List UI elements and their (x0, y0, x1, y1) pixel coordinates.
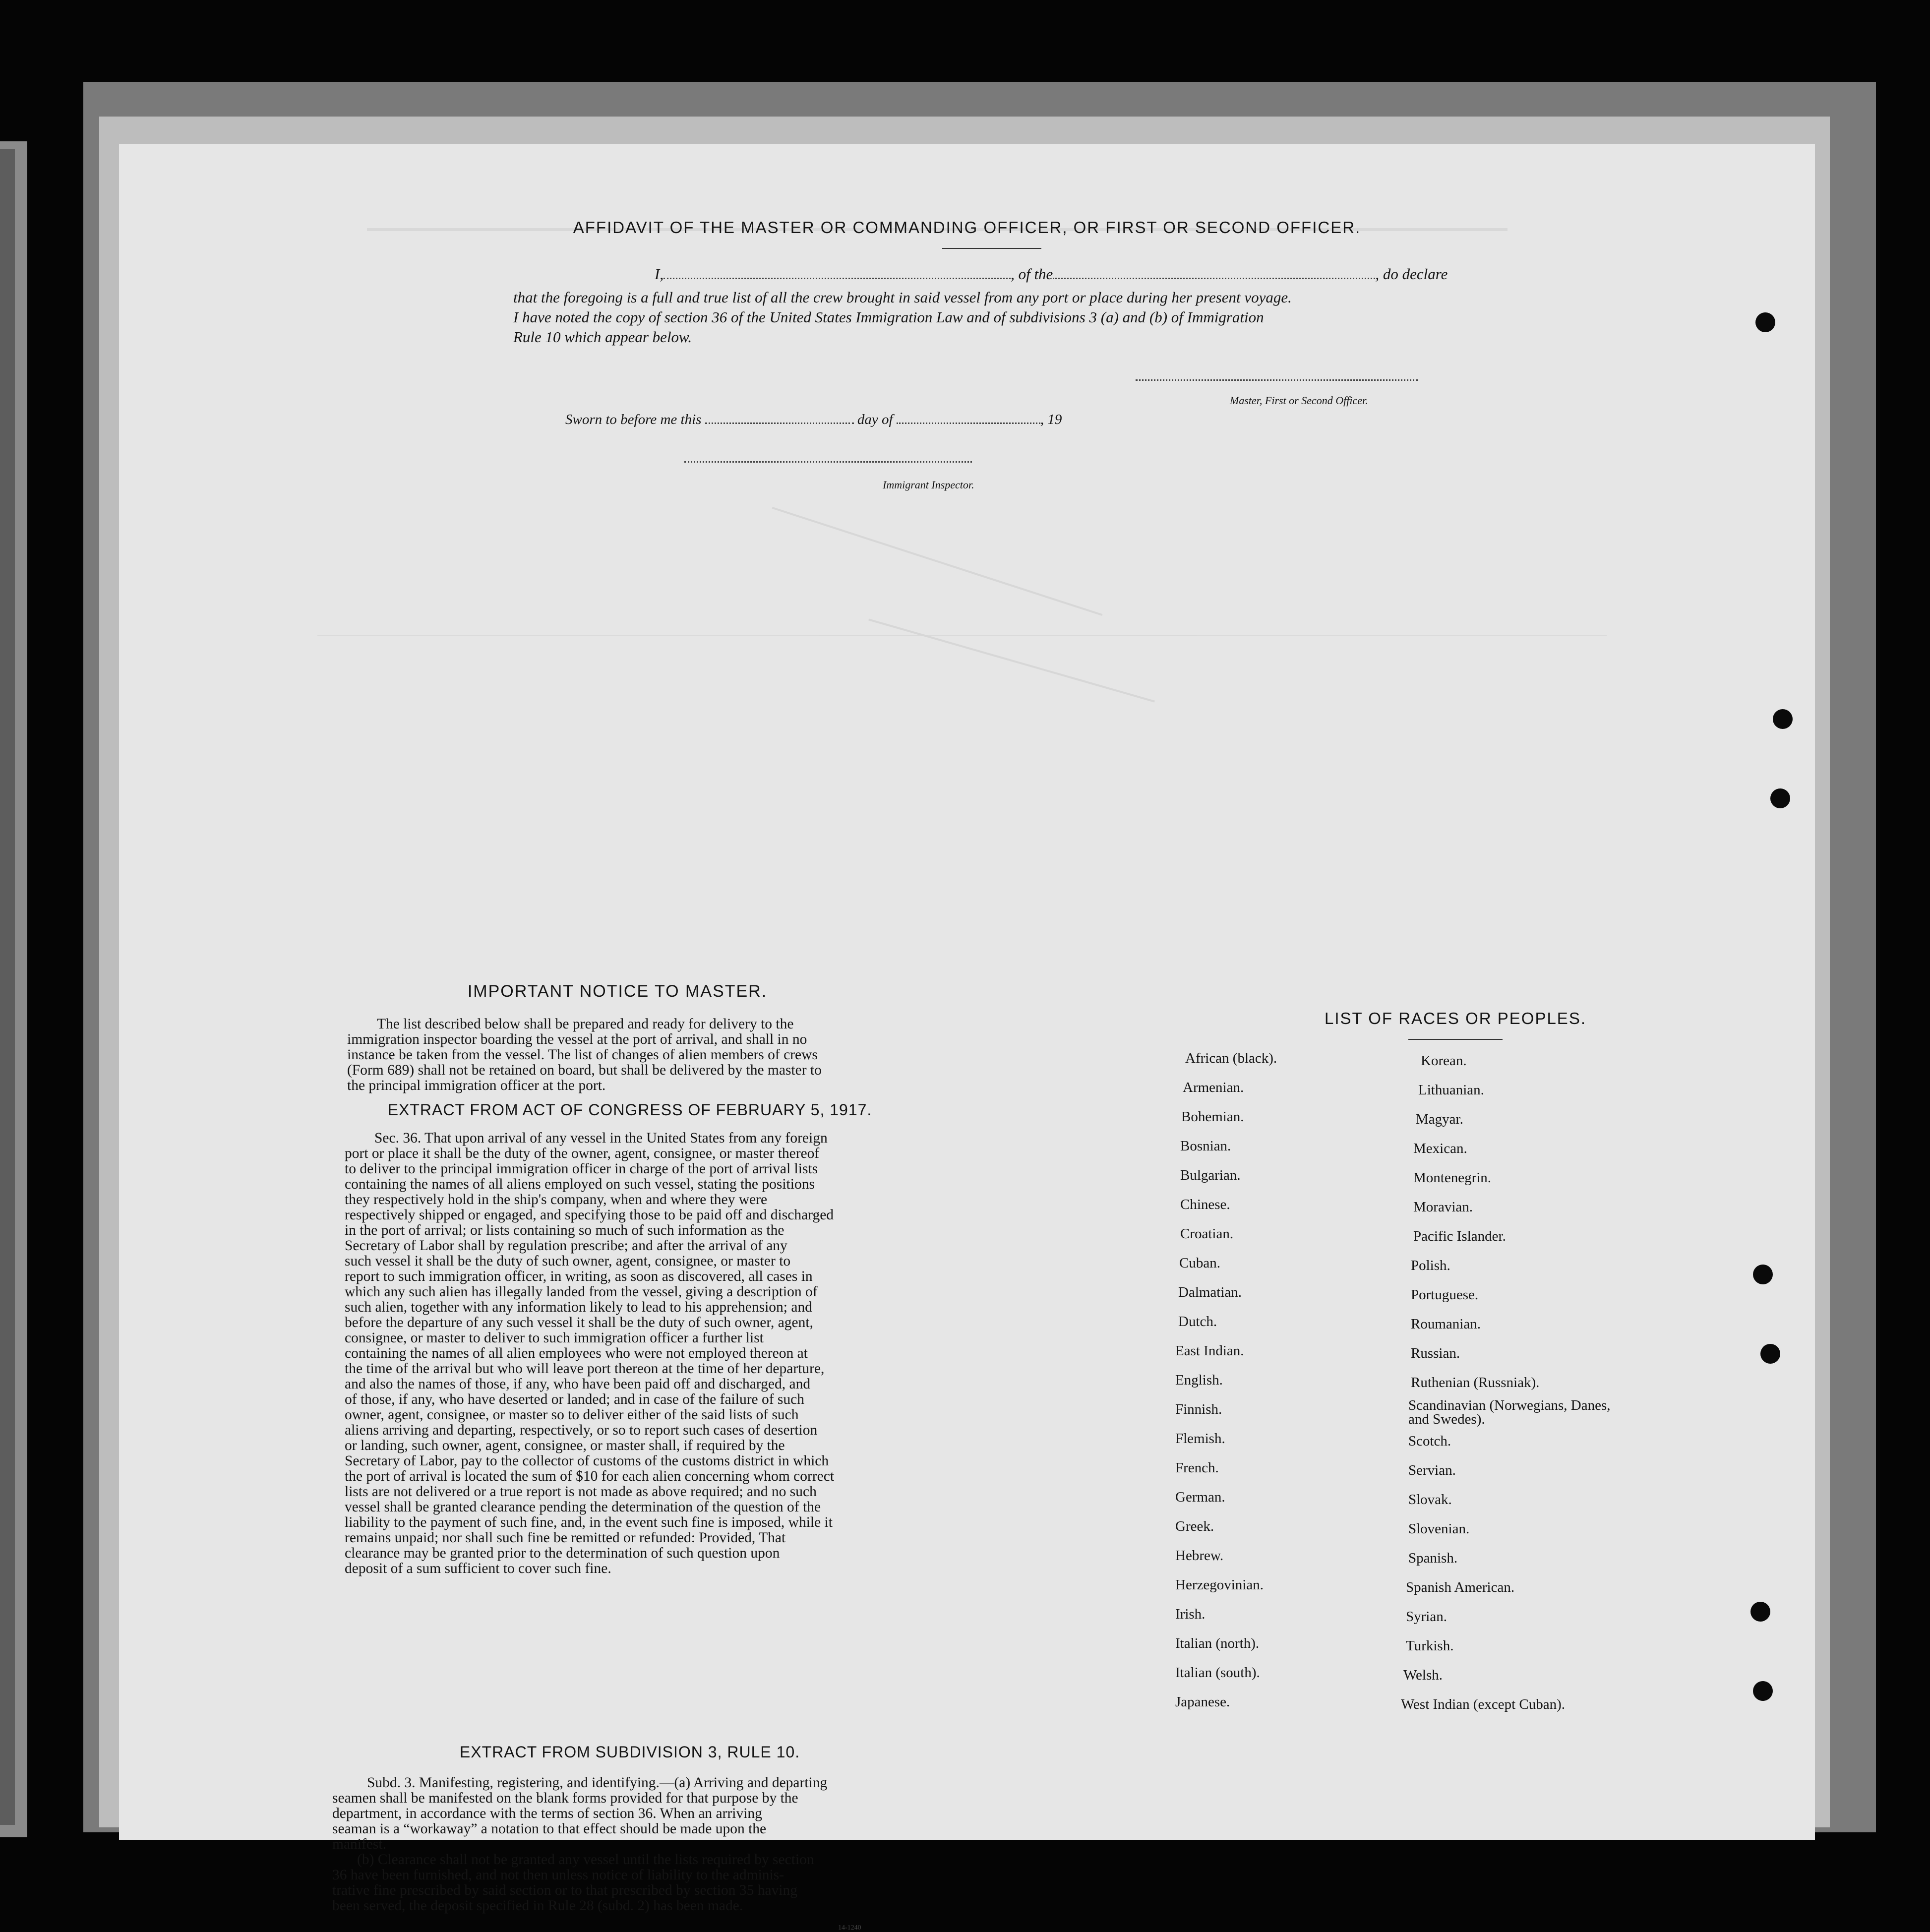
rule-line: (b) Clearance shall not be granted any vessel until the lists required by section (357, 1852, 814, 1868)
act-line: such alien, together with any information likely to lead to his apprehension; and (345, 1299, 812, 1315)
race-item: Scotch. (1408, 1433, 1451, 1449)
race-item: Moravian. (1413, 1199, 1473, 1215)
race-item: Finnish. (1175, 1401, 1222, 1417)
act-line: deposit of a sum sufficient to cover such fine. (345, 1561, 611, 1576)
race-item: Korean. (1421, 1053, 1467, 1069)
race-item: Ruthenian (Russniak). (1411, 1375, 1540, 1390)
race-item: Italian (north). (1175, 1635, 1260, 1651)
do-declare-label: , do declare (1375, 265, 1448, 283)
race-item: Slovak. (1408, 1492, 1452, 1508)
master-signature-line[interactable] (1136, 379, 1418, 381)
race-item: Spanish. (1408, 1550, 1458, 1566)
punch-hole (1753, 1265, 1773, 1284)
affidavit-text-line: that the foregoing is a full and true list of all the crew brought in said vessel from any port or place during her present voyage. (513, 289, 1292, 306)
act-line: Sec. 36. That upon arrival of any vessel in the United States from any foreign (374, 1130, 828, 1146)
races-column-2 (1386, 1046, 1634, 1719)
race-item: Irish. (1175, 1606, 1206, 1622)
race-item: Italian (south). (1175, 1665, 1260, 1681)
form-number: 14-1240 (838, 1924, 861, 1932)
race-item: Scandinavian (Norwegians, Danes, and Swedes). (1408, 1397, 1611, 1427)
extract-act-title: EXTRACT FROM ACT OF CONGRESS OF FEBRUARY 5, 1917. (387, 1101, 872, 1119)
rule-line: 36 have been furnished, and not then unless notice of liability to the adminis- (332, 1867, 784, 1883)
race-item: English. (1175, 1372, 1223, 1388)
of-the-label: , of the (1011, 265, 1053, 283)
race-item: East Indian. (1175, 1343, 1244, 1359)
sworn-day-blank[interactable] (705, 423, 854, 424)
act-line: remains unpaid; nor shall such fine be remitted or refunded: Provided, That (345, 1530, 786, 1546)
race-item: French. (1175, 1460, 1219, 1476)
punch-hole (1755, 312, 1775, 332)
extract-act-body (345, 1131, 915, 1576)
act-line: lists are not delivered or a true report is not made as above required; and no such (345, 1484, 817, 1500)
race-item: Turkish. (1406, 1638, 1454, 1654)
race-item: African (black). (1185, 1050, 1277, 1066)
race-item: Bohemian. (1181, 1109, 1244, 1125)
act-line: Secretary of Labor, pay to the collector of customs of the customs district in which (345, 1453, 829, 1469)
race-item: Portuguese. (1411, 1287, 1479, 1303)
races-column-1 (1175, 1044, 1398, 1717)
affidavit-declaration-line (565, 265, 1572, 283)
vessel-blank[interactable] (1053, 278, 1375, 279)
master-signature-label: Master, First or Second Officer. (1230, 394, 1368, 407)
rule-line: manifest. (332, 1836, 386, 1852)
adjacent-page-edge-inner (0, 149, 15, 1825)
act-line: and also the names of those, if any, who have been paid off and discharged, and (345, 1376, 811, 1392)
race-item: Welsh. (1403, 1667, 1443, 1683)
rule-line: seamen shall be manifested on the blank forms provided for that purpose by the (332, 1790, 798, 1806)
race-item: Roumanian. (1411, 1316, 1481, 1332)
act-line: liability to the payment of such fine, and, in the event such fine is imposed, while it (345, 1514, 833, 1530)
notice-title: IMPORTANT NOTICE TO MASTER. (467, 982, 768, 1001)
act-line: respectively shipped or engaged, and specifying those to be paid off and discharged (345, 1207, 834, 1223)
inspector-label: Immigrant Inspector. (883, 479, 974, 491)
race-item: Servian. (1408, 1462, 1456, 1478)
sworn-line (565, 412, 1062, 428)
punch-hole (1770, 788, 1790, 808)
notice-body (347, 1017, 912, 1093)
punch-hole (1750, 1602, 1770, 1622)
notice-line: (Form 689) shall not be retained on board, but shall be delivered by the master to (347, 1062, 822, 1078)
race-item: Cuban. (1179, 1255, 1220, 1271)
extract-rule-title: EXTRACT FROM SUBDIVISION 3, RULE 10. (459, 1743, 800, 1761)
act-line: such vessel it shall be the duty of such owner, agent, consignee, or master to (345, 1253, 791, 1269)
race-item: Bosnian. (1180, 1138, 1231, 1154)
rule-line: seaman is a “workaway” a notation to that effect should be made upon the (332, 1821, 767, 1837)
rule-line: trative fine prescribed by said section or to that prescribed by section 35 having (332, 1882, 797, 1898)
race-item: Armenian. (1183, 1080, 1244, 1095)
notice-line: immigration inspector boarding the vessel at the port of arrival, and shall in no (347, 1031, 807, 1047)
affidavit-title: AFFIDAVIT OF THE MASTER OR COMMANDING OFFICER, OR FIRST OR SECOND OFFICER. (573, 218, 1361, 237)
inspector-signature-line[interactable] (684, 461, 972, 463)
notice-line: instance be taken from the vessel. The list of changes of alien members of crews (347, 1047, 818, 1063)
act-line: in the port of arrival; or lists containing so much of such information as the (345, 1222, 784, 1238)
races-title: LIST OF RACES OR PEOPLES. (1324, 1009, 1587, 1027)
act-line: vessel shall be granted clearance pending the determination of the question of the (345, 1499, 821, 1515)
act-line: report to such immigration officer, in writing, as soon as discovered, all cases in (345, 1268, 813, 1284)
race-item: Japanese. (1175, 1694, 1230, 1710)
race-item: Lithuanian. (1418, 1082, 1484, 1098)
race-item: West Indian (except Cuban). (1401, 1696, 1566, 1712)
race-item: Pacific Islander. (1413, 1228, 1506, 1244)
race-item: Mexican. (1413, 1141, 1467, 1156)
races-title-underline (1408, 1039, 1503, 1040)
act-line: containing the names of all aliens employed on such vessel, stating the positions (345, 1176, 815, 1192)
race-item: Syrian. (1406, 1609, 1447, 1625)
sworn-label: Sworn to before me this (565, 412, 702, 427)
affidavit-body (513, 288, 1579, 347)
sworn-month-blank[interactable] (897, 423, 1040, 424)
act-line: the port of arrival is located the sum of $10 for each alien concerning whom correct (345, 1468, 835, 1484)
act-line: to deliver to the principal immigration officer in charge of the port of arrival lists (345, 1161, 818, 1177)
race-item: Montenegrin. (1413, 1170, 1492, 1186)
act-line: consignee, or master to deliver to such immigration officer a further list (345, 1330, 764, 1346)
extract-rule-body (332, 1775, 907, 1914)
race-item: Russian. (1411, 1345, 1460, 1361)
act-line: clearance may be granted prior to the determination of such question upon (345, 1545, 780, 1561)
race-item: Flemish. (1175, 1431, 1225, 1447)
race-item: Herzegovinian. (1175, 1577, 1264, 1593)
affidavit-text-line: I have noted the copy of section 36 of the United States Immigration Law and of subdivisions 3 (a) and (b) of Immigration (513, 308, 1264, 326)
race-item: Hebrew. (1175, 1548, 1224, 1564)
notice-line: the principal immigration officer at the port. (347, 1078, 606, 1093)
rule-line: department, in accordance with the terms of section 36. When an arriving (332, 1806, 762, 1821)
name-blank[interactable] (663, 278, 1011, 279)
punch-hole (1753, 1681, 1773, 1701)
act-line: which any such alien has illegally landed from the vessel, giving a description of (345, 1284, 818, 1300)
rule-line: Subd. 3. Manifesting, registering, and identifying.—(a) Arriving and departing (367, 1775, 828, 1791)
act-line: aliens arriving and departing, respectively, or so to report such cases of desertion (345, 1422, 818, 1438)
race-item: Croatian. (1180, 1226, 1234, 1242)
title-underline (942, 248, 1041, 249)
act-line: owner, agent, consignee, or master so to deliver either of the said lists of such (345, 1407, 799, 1423)
act-line: containing the names of all alien employees who were not employed thereon at (345, 1345, 808, 1361)
i-label: I, (655, 265, 664, 283)
race-item: Greek. (1175, 1518, 1214, 1534)
document-page (119, 144, 1815, 1932)
race-item: Magyar. (1416, 1111, 1463, 1127)
race-item: Spanish American. (1406, 1579, 1515, 1595)
race-item: Polish. (1411, 1258, 1450, 1273)
act-line: port or place it shall be the duty of the owner, agent, consignee, or master thereof (345, 1146, 820, 1161)
notice-line: The list described below shall be prepared and ready for delivery to the (377, 1016, 794, 1032)
rule-line: been served, the deposit specified in Rule 28 (subd. 2) has been made. (332, 1898, 743, 1914)
act-line: of those, if any, who have deserted or landed; and in case of the failure of such (345, 1391, 805, 1407)
race-item: Bulgarian. (1180, 1167, 1241, 1183)
affidavit-text-line: Rule 10 which appear below. (513, 328, 692, 346)
race-item: German. (1175, 1489, 1225, 1505)
race-item: Dalmatian. (1178, 1284, 1242, 1300)
race-item: Chinese. (1180, 1197, 1230, 1212)
punch-hole (1773, 709, 1793, 729)
act-line: they respectively hold in the ship's company, when and where they were (345, 1192, 768, 1208)
act-line: the time of the arrival but who will leave port thereon at the time of her departure, (345, 1361, 825, 1377)
race-item: Dutch. (1178, 1314, 1217, 1329)
act-line: or landing, such owner, agent, consignee, or master shall, if required by the (345, 1438, 785, 1453)
race-item: Slovenian. (1408, 1521, 1470, 1537)
year-label: , 19 (1040, 412, 1062, 427)
day-of-label: day of (857, 412, 893, 427)
punch-hole (1760, 1344, 1780, 1364)
act-line: before the departure of any such vessel it shall be the duty of such owner, agent, (345, 1315, 813, 1330)
act-line: Secretary of Labor shall by regulation prescribe; and after the arrival of any (345, 1238, 787, 1254)
